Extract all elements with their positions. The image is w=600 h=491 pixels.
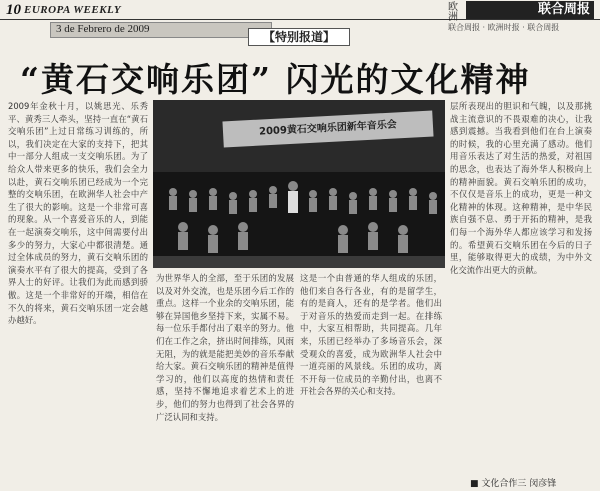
article-column-3 <box>300 272 442 490</box>
column-1-text: 2009年金秋十月，以姚思光、乐秀平、黄秀三人牵头，坚持一直在“黄石交响乐团”上过日常练习训练的，所以，我们决定在大家的支持下，把其中一部分人组成一支交响乐团。为了给众人带来更多的快乐，我们会全力以赴，黄石交响乐团已经成为一个完整的交响乐团，在欧洲华人社会中产生了很大的影响。这是一个非常可喜的现象。从一个喜爱音乐的人，到能在一起演奏交响乐，这中间需要付出多少的努力，大家心中都很清楚。通过全体成员的努力，黄石交响乐团的演奏水平有了很大的提高，受到了各界人士的好评。让我们为此而感到骄傲。这是一个非常好的开端，相信在不久的将来，黄石交响乐团一定会越办越好。 <box>8 101 148 326</box>
issue-date: 3 de Febrero de 2009 <box>56 23 150 35</box>
masthead-rule <box>0 19 600 20</box>
column-3-text: 这是一个由普通的华人组成的乐团，他们来自各行各业，有的是留学生，有的是商人，还有的是学者。他们出于对音乐的热爱而走到一起。在排练中，大家互相帮助，共同提高。几年来，乐团已经举办了多场音乐会，深受观众的喜爱，成为欧洲华人社会中一道亮丽的风景线。乐团的成功，离不开每一位成员的辛勤付出，也离不开社会各界的关心和支持。 <box>300 273 442 397</box>
page-number: 10 <box>6 2 21 18</box>
article-column-2 <box>156 272 294 490</box>
logo-subtitle: 联合周报 · 欧洲时报 · 联合周报 <box>448 23 560 32</box>
orchestra-figures <box>153 172 445 268</box>
publication-name: EUROPA WEEKLY <box>24 4 122 16</box>
column-2-text: 为世界华人的全部，至于乐团的发展以及对外交流，也是乐团今后工作的重点。这样一个业余的交响乐团，能够在异国他乡坚持下来，实属不易。每一位乐手都付出了艰辛的努力。他们在工作之余，挤出时间排练，风雨无阻，为的就是能把美妙的音乐奉献给大家。黄石交响乐团的精神是值得学习的，他们以高度的热情和责任感，坚持不懈地追求着艺术上的进步，他们的努力也得到了社会各界的广泛认同和支持。 <box>156 273 294 422</box>
orchestra-stage <box>153 172 445 268</box>
headline: “黄石交响乐团” 闪光的文化精神 <box>20 60 531 99</box>
column-4-text: 层所表现出的胆识和气魄，以及那挑战主流意识的不畏艰难的决心，让我感到震撼。当我看到他们在台上演奏的时候，我的心里充满了感动。他们用音乐表达了对生活的热爱，对祖国的思念，也表达了海外华人积极向上的精神面貌。黄石交响乐团的成功，不仅仅是音乐上的成功，更是一种文化精神的体现。这种精神，是中华民族自强不息、勇于开拓的精神，是我们每一个海外华人都应该学习和发扬的。希望黄石交响乐团在今后的日子里，能够取得更大的成绩，为中外文化交流作出更大的贡献。 <box>450 101 592 275</box>
concert-photo <box>153 100 445 268</box>
article-column-1 <box>8 100 148 490</box>
article-column-4 <box>450 100 592 490</box>
logo-region: 欧洲 <box>448 2 458 23</box>
byline: ■ 文化合作三 闵彦锋 <box>470 479 557 489</box>
section-tag: 【特别报道】 <box>248 28 350 46</box>
photo-banner: 2009黄石交响乐团新年音乐会 <box>222 111 433 148</box>
newspaper-logo: 联合周报 <box>466 1 594 19</box>
masthead <box>0 0 600 46</box>
